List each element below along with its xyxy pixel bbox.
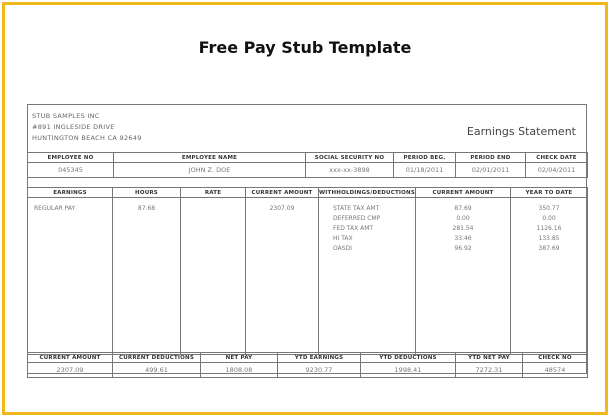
header-net-pay: NET PAY xyxy=(201,353,278,363)
sum-current-amount: 2307.09 xyxy=(28,363,113,378)
header-sum-current-amount: CURRENT AMOUNT xyxy=(28,353,113,363)
header-employee-no: EMPLOYEE NO xyxy=(28,153,114,163)
check-date: 02/04/2011 xyxy=(526,163,588,178)
deduction-label: STATE TAX AMT xyxy=(333,205,380,212)
ytd-deductions: 1998.41 xyxy=(361,363,456,378)
deduction-ytd: 0.00 xyxy=(542,215,556,222)
deduction-ytd-values xyxy=(511,198,588,355)
sum-current-deductions: 499.61 xyxy=(113,363,201,378)
employee-no: 045345 xyxy=(28,163,114,178)
header-hours: HOURS xyxy=(113,188,181,198)
header-current-amount: CURRENT AMOUNT xyxy=(246,188,319,198)
deduction-ytd: 1126.16 xyxy=(536,225,562,232)
header-period-beg: PERIOD BEG. xyxy=(394,153,456,163)
header-check-date: CHECK DATE xyxy=(526,153,588,163)
header-earnings: EARNINGS xyxy=(28,188,113,198)
deduction-ytd: 387.69 xyxy=(538,245,560,252)
company-address xyxy=(32,111,142,144)
deduction-current: 0.00 xyxy=(456,215,470,222)
header-ytd-deductions: YTD DEDUCTIONS xyxy=(361,353,456,363)
header-period-end: PERIOD END xyxy=(456,153,526,163)
net-pay: 1808.08 xyxy=(201,363,278,378)
deduction-ytd: 133.85 xyxy=(538,235,560,242)
deduction-label: FED TAX AMT xyxy=(333,225,374,232)
header-ytd-earnings: YTD EARNINGS xyxy=(278,353,361,363)
summary-table xyxy=(27,352,588,378)
deduction-current: 87.69 xyxy=(454,205,472,212)
statement-title: Earnings Statement xyxy=(466,125,576,138)
deduction-current: 33.46 xyxy=(454,235,472,242)
header-employee-name: EMPLOYEE NAME xyxy=(114,153,306,163)
company-city: HUNTINGTON BEACH CA 92649 xyxy=(32,134,142,142)
earning-amount: 2307.09 xyxy=(246,198,319,355)
header-sum-current-deductions: CURRENT DEDUCTIONS xyxy=(113,353,201,363)
header-withholdings: WITHHOLDINGS/DEDUCTIONS xyxy=(319,189,415,196)
check-no: 48574 xyxy=(523,363,588,378)
header-ssn: SOCIAL SECURITY NO xyxy=(306,153,394,163)
deduction-ytd: 350.77 xyxy=(538,205,560,212)
header-rate: RATE xyxy=(181,188,246,198)
period-end: 02/01/2011 xyxy=(456,163,526,178)
deduction-current-values xyxy=(416,198,511,355)
earning-label: REGULAR PAY xyxy=(28,198,113,355)
ytd-earnings: 9230.77 xyxy=(278,363,361,378)
ytd-net-pay: 7272.31 xyxy=(456,363,523,378)
earning-hours: 87.68 xyxy=(113,198,181,355)
deduction-label: DEFERRED CMP xyxy=(333,215,381,222)
header-deduction-current: CURRENT AMOUNT xyxy=(416,188,511,198)
deduction-current: 281.54 xyxy=(452,225,474,232)
employee-name: JOHN Z. DOE xyxy=(114,163,306,178)
ssn: xxx-xx-3898 xyxy=(306,163,394,178)
earning-rate xyxy=(181,198,246,355)
deduction-label: HI TAX xyxy=(333,235,353,242)
employee-info-table xyxy=(27,152,588,178)
period-beg: 01/18/2011 xyxy=(394,163,456,178)
header-ytd: YEAR TO DATE xyxy=(511,188,588,198)
header-ytd-net-pay: YTD NET PAY xyxy=(456,353,523,363)
page-title: Free Pay Stub Template xyxy=(198,38,412,57)
company-name: STUB SAMPLES INC xyxy=(32,112,100,120)
company-street: #891 INGLESIDE DRIVE xyxy=(32,123,115,131)
pay-stub xyxy=(27,104,587,374)
earnings-table xyxy=(27,187,588,355)
header-check-no: CHECK NO xyxy=(523,353,588,363)
deduction-current: 96.92 xyxy=(454,245,472,252)
deduction-labels xyxy=(319,198,416,355)
deduction-label: OASDI xyxy=(333,245,352,252)
